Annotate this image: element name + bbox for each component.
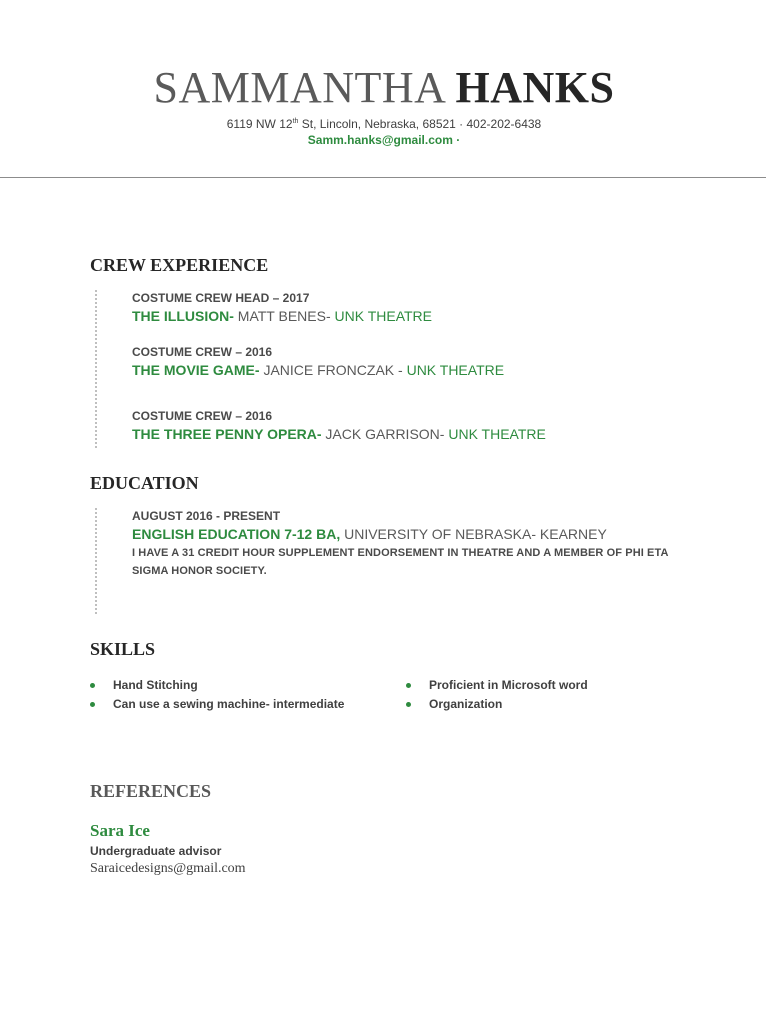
skill-item [90, 695, 344, 714]
crew-entry-meta: COSTUME CREW HEAD – 2017 [132, 291, 310, 305]
skills-heading: SKILLS [90, 639, 156, 659]
crew-experience-heading: CREW EXPERIENCE [90, 255, 269, 275]
crew-entry-org: UNK THEATRE [444, 426, 546, 442]
skill-item [406, 695, 588, 714]
education-degree-line [132, 524, 672, 544]
crew-entry-line [132, 360, 504, 380]
skills-list-left [90, 676, 344, 714]
education-entry [132, 508, 672, 580]
first-name: SAMMANTHA [153, 63, 445, 112]
address-rest: St, Lincoln, Nebraska, 68521 · 402-202-6438 [298, 117, 542, 131]
crew-entry-title: THE MOVIE GAME- [132, 362, 260, 378]
header-divider [0, 177, 766, 178]
crew-entry-person: JACK GARRISON- [321, 426, 445, 442]
reference-email[interactable]: Saraicedesigns@gmail.com [90, 861, 246, 876]
bullet-icon [406, 683, 411, 688]
skill-label: Proficient in Microsoft word [429, 678, 588, 692]
bullet-icon [90, 702, 95, 707]
crew-entry-line [132, 306, 432, 326]
skill-label: Hand Stitching [113, 678, 198, 692]
bullet-icon [90, 683, 95, 688]
education-heading: EDUCATION [90, 473, 199, 493]
education-degree: ENGLISH EDUCATION 7-12 BA, [132, 526, 341, 542]
contact-email[interactable]: Samm.hanks@gmail.com · [307, 133, 461, 147]
skill-label: Organization [429, 697, 503, 711]
crew-entry-title: THE ILLUSION- [132, 308, 234, 324]
crew-entry [132, 290, 432, 326]
crew-entry-org: UNK THEATRE [402, 362, 505, 378]
skill-label: Can use a sewing machine- intermediate [113, 697, 345, 711]
skill-item [90, 676, 344, 695]
reference-name: Sara Ice [90, 821, 150, 840]
crew-entry [132, 344, 504, 380]
education-dates: AUGUST 2016 - PRESENT [132, 509, 281, 523]
crew-entry-person: MATT BENES- [233, 308, 331, 324]
education-school: UNIVERSITY OF NEBRASKA- KEARNEY [340, 526, 607, 542]
crew-entry-meta: COSTUME CREW – 2016 [132, 409, 273, 423]
bullet-icon [406, 702, 411, 707]
crew-timeline-line [95, 290, 97, 448]
crew-entry-org: UNK THEATRE [330, 308, 432, 324]
education-timeline-line [95, 508, 97, 614]
reference-title: Undergraduate advisor [90, 844, 222, 858]
crew-entry-meta: COSTUME CREW – 2016 [132, 345, 273, 359]
education-description: I HAVE A 31 CREDIT HOUR SUPPLEMENT ENDORSEMENT IN THEATRE AND A MEMBER OF PHI ETA SIGMA HONOR SOCIETY. [132, 547, 669, 577]
resume-header [0, 62, 768, 148]
skills-list-right [406, 676, 588, 714]
address-superscript: th [292, 118, 299, 125]
crew-entry-line [132, 424, 546, 444]
contact-address [0, 114, 768, 132]
skill-item [406, 676, 588, 695]
crew-entry [132, 408, 546, 444]
last-name: HANKS [455, 63, 615, 112]
address-street: 6119 NW 12 [226, 117, 293, 131]
crew-entry-person: JANICE FRONCZAK - [259, 362, 403, 378]
candidate-name [0, 62, 768, 114]
references-heading: REFERENCES [90, 781, 212, 801]
crew-entry-title: THE THREE PENNY OPERA- [132, 426, 322, 442]
